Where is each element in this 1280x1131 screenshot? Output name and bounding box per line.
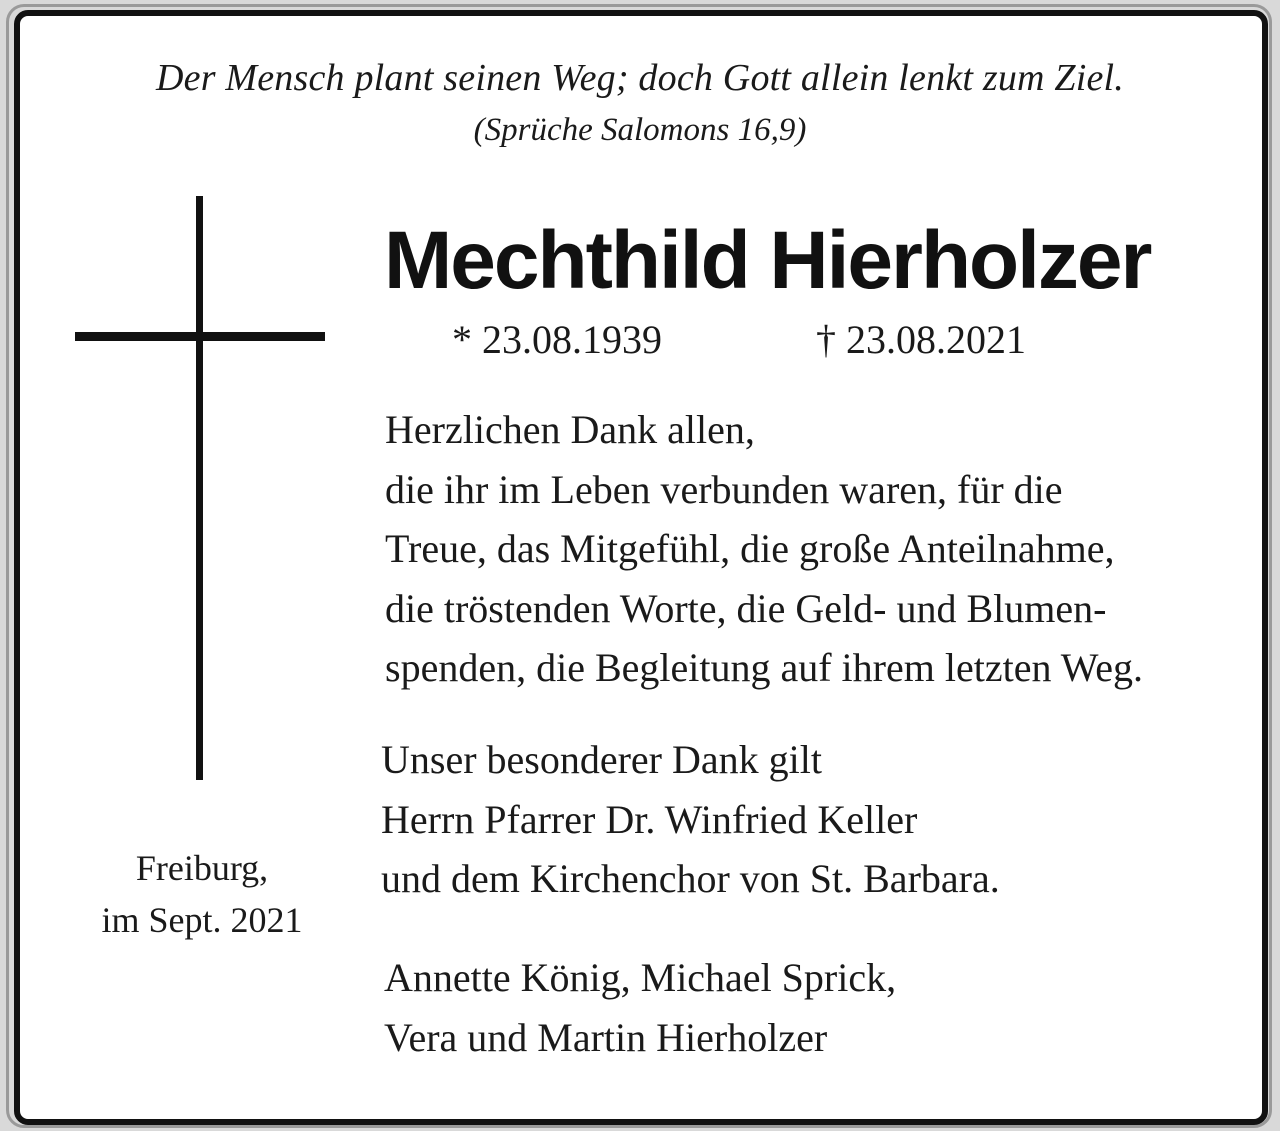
signer-line: Vera und Martin Hierholzer: [384, 1014, 828, 1060]
deceased-name: Mechthild Hierholzer: [384, 215, 1151, 306]
thanks-line: Treue, das Mitgefühl, die große Anteilnahme,: [385, 526, 1115, 571]
place-and-date: [68, 842, 336, 946]
thanks-line: die ihr im Leben verbunden waren, für die: [385, 466, 1063, 512]
place-line: Freiburg,: [135, 848, 269, 888]
signers: [384, 948, 896, 1067]
cross-icon-horizontal-bar: [75, 332, 325, 341]
special-thanks-line: Herrn Pfarrer Dr. Winfried Keller: [381, 796, 918, 842]
motto-quote: Der Mensch plant seinen Weg; doch Gott allein lenkt zum Ziel.: [155, 57, 1124, 99]
death-date: † 23.08.2021: [816, 317, 1026, 362]
cross-icon-vertical-bar: [196, 196, 203, 780]
special-thanks-line: Unser besonderer Dank gilt: [381, 737, 822, 782]
birth-date: * 23.08.1939: [452, 317, 662, 362]
thanks-line: die tröstenden Worte, die Geld- und Blumen-: [385, 585, 1107, 631]
date-line: im Sept. 2021: [101, 900, 303, 940]
special-thanks-line: und dem Kirchenchor von St. Barbara.: [381, 856, 1000, 901]
thanks-line: spenden, die Begleitung auf ihrem letzten Weg.: [385, 645, 1144, 690]
signer-line: Annette König, Michael Sprick,: [384, 955, 897, 1000]
thanks-paragraph: [385, 400, 1143, 698]
thanks-line: Herzlichen Dank allen,: [385, 407, 755, 452]
motto-reference: (Sprüche Salomons 16,9): [473, 112, 807, 148]
special-thanks-paragraph: [381, 730, 1000, 909]
